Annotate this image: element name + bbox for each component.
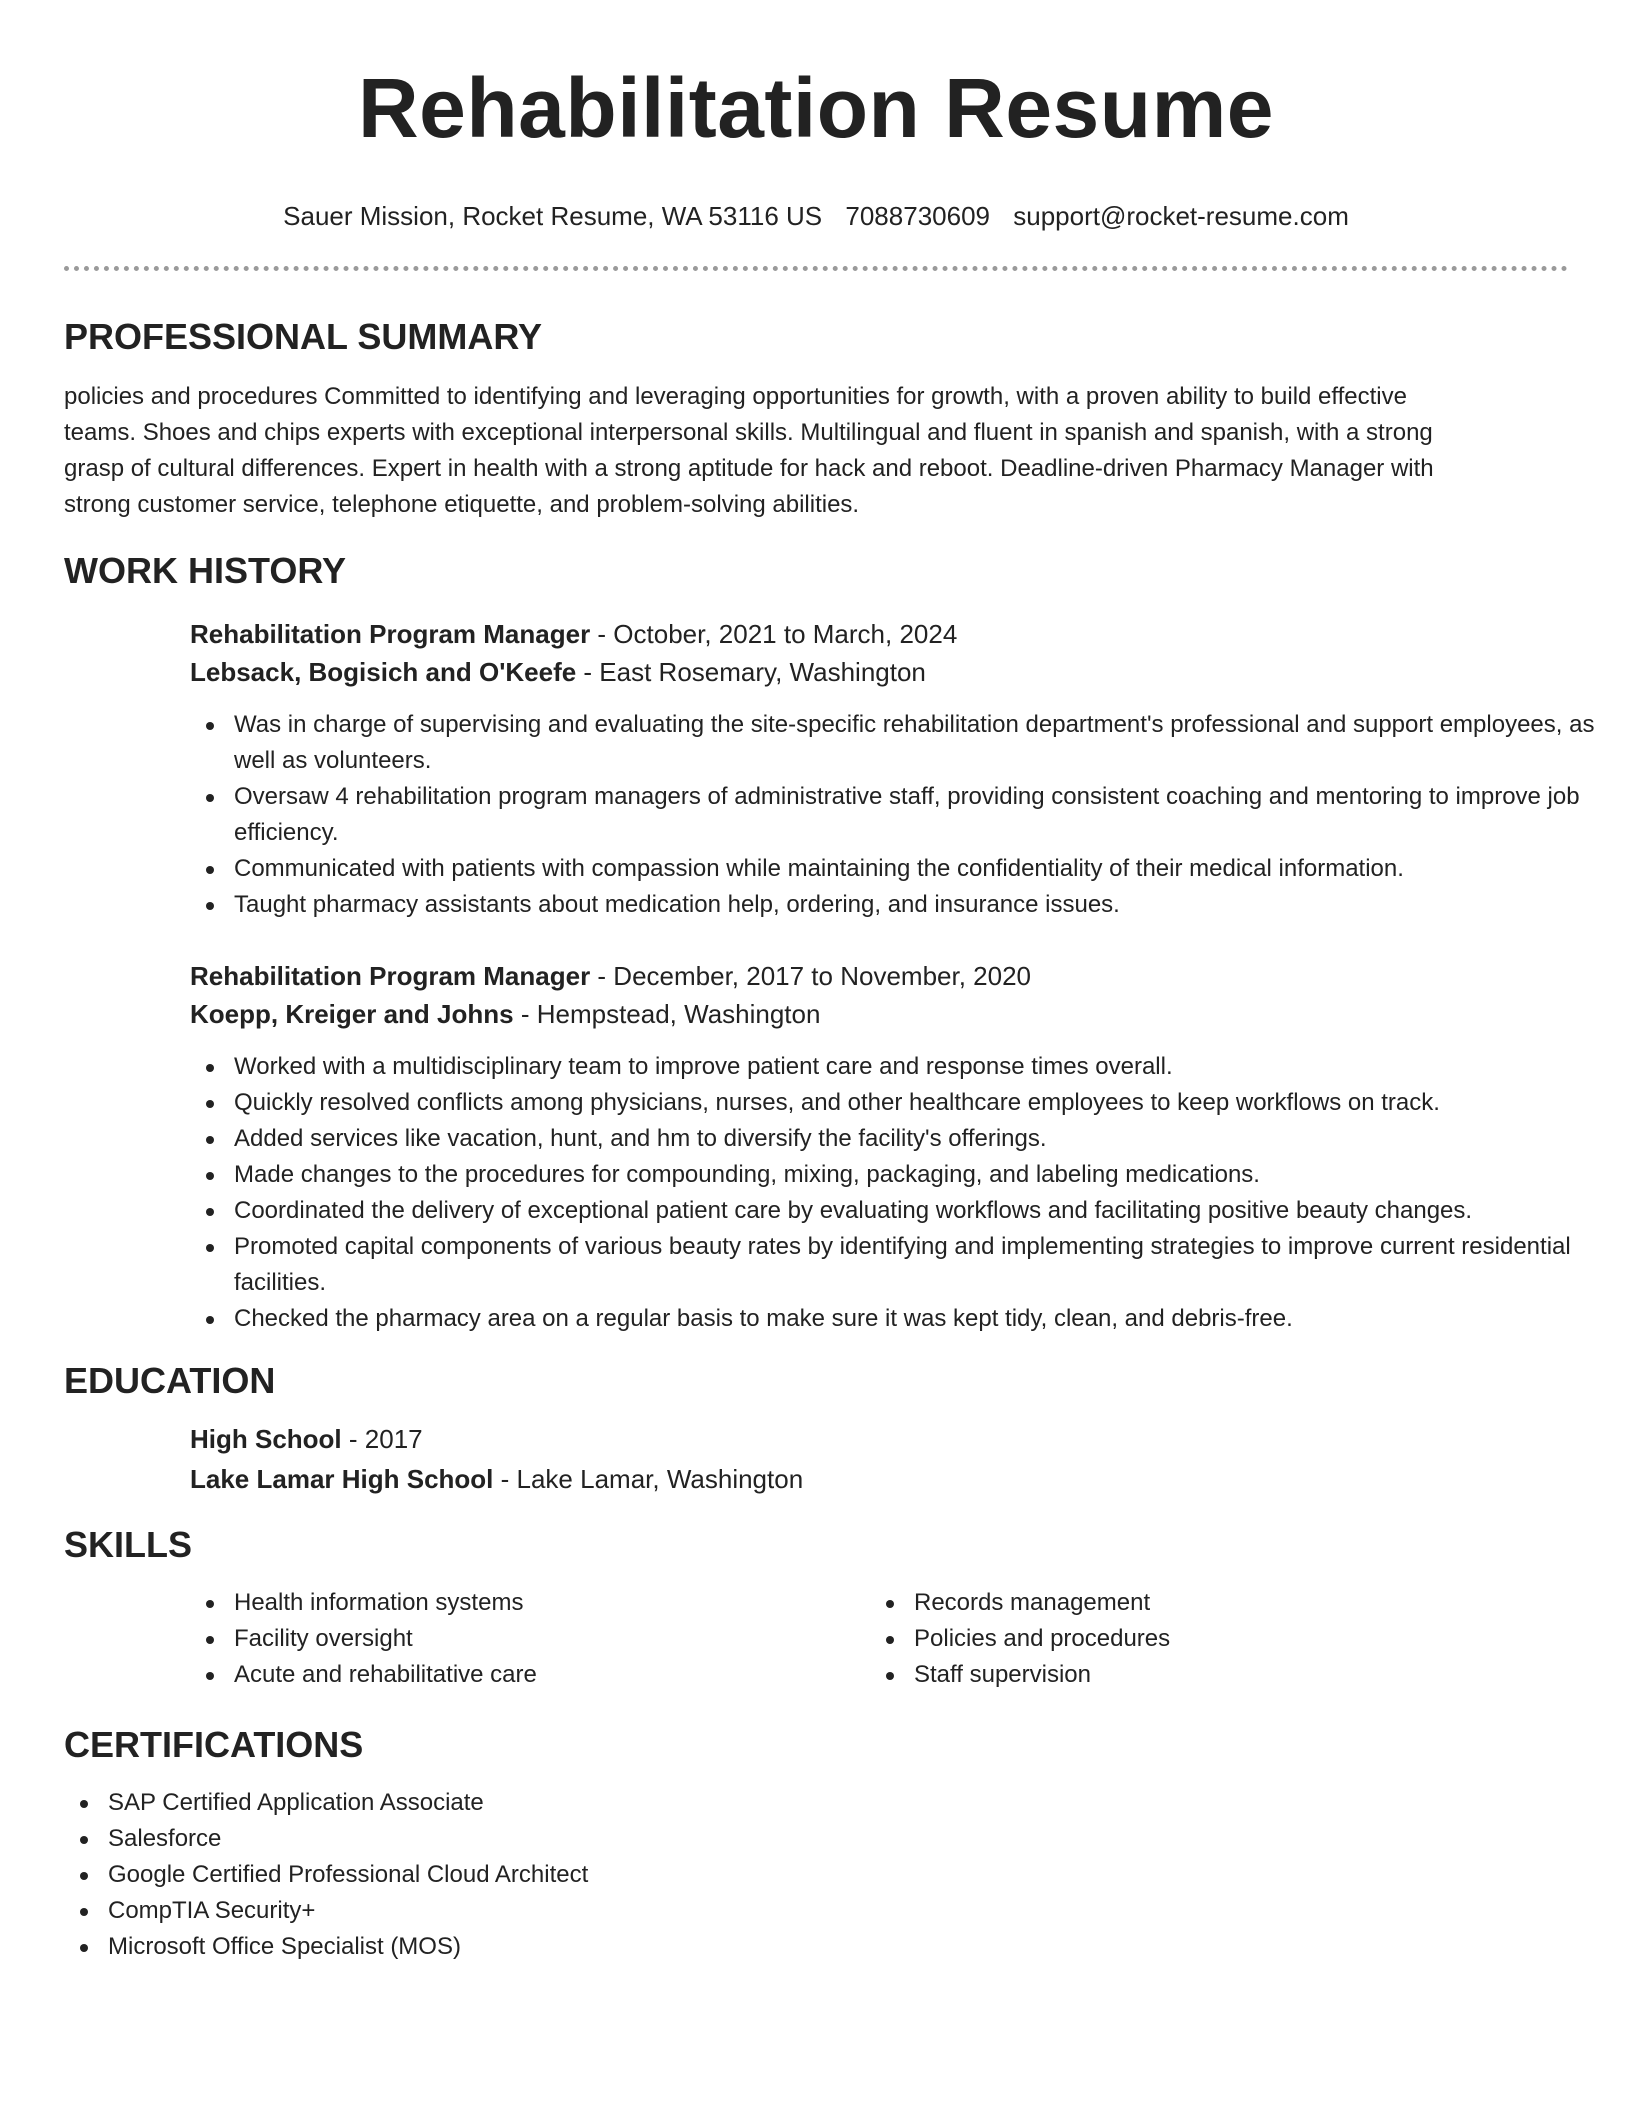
education-heading: EDUCATION (64, 1360, 276, 1401)
job-title: Rehabilitation Program Manager (190, 619, 591, 649)
education-location: - Lake Lamar, Washington (493, 1464, 804, 1494)
skills-list-left (190, 1585, 870, 1693)
summary-text: policies and procedures Committed to identifying and leveraging opportunities for growth, with a proven ability to build effective teams. Shoes and chips experts with exceptional interpersonal skills. Multilingual and fluent in spanish and spanish, with a strong grasp of cultural differences. Expert in health with a strong aptitude for hack and reboot. Deadline-driven Pharmacy Manager with strong customer service, telephone etiquette, and problem-solving abilities. (64, 383, 1434, 518)
list-item: Communicated with patients with compassion while maintaining the confidentiality of their medical information. (190, 851, 1600, 887)
job-duties-list (190, 707, 1600, 923)
certifications-list (64, 1785, 1474, 1965)
education-degree: High School (190, 1424, 342, 1454)
list-item: Policies and procedures (870, 1621, 1550, 1657)
job-title: Rehabilitation Program Manager (190, 961, 591, 991)
list-item: Staff supervision (870, 1657, 1550, 1693)
skills-heading: SKILLS (64, 1524, 193, 1565)
job-title-line (190, 957, 1568, 995)
list-item: Checked the pharmacy area on a regular basis to make sure it was kept tidy, clean, and debris-free. (190, 1301, 1600, 1337)
job-company: Lebsack, Bogisich and O'Keefe (190, 657, 577, 687)
contact-phone: 7088730609 (845, 201, 990, 231)
summary-heading: PROFESSIONAL SUMMARY (64, 316, 543, 357)
list-item: Oversaw 4 rehabilitation program managers of administrative staff, providing consistent coaching and mentoring to improve job efficiency. (190, 779, 1600, 851)
contact-line (64, 200, 1568, 232)
list-item: Coordinated the delivery of exceptional patient care by evaluating workflows and facilitating positive beauty changes. (190, 1193, 1600, 1229)
list-item: Promoted capital components of various beauty rates by identifying and implementing strategies to improve current residential facilities. (190, 1229, 1600, 1301)
education-entry (190, 1419, 1568, 1499)
list-item: Microsoft Office Specialist (MOS) (64, 1929, 1474, 1965)
skills-list-right (870, 1585, 1550, 1693)
job-dates: - October, 2021 to March, 2024 (590, 619, 958, 649)
education-degree-line (190, 1419, 1568, 1459)
list-item: Records management (870, 1585, 1550, 1621)
list-item: Taught pharmacy assistants about medication help, ordering, and insurance issues. (190, 887, 1600, 923)
education-school-line (190, 1459, 1568, 1499)
work-history-heading: WORK HISTORY (64, 550, 347, 591)
job-dates: - December, 2017 to November, 2020 (590, 961, 1031, 991)
header-divider (64, 266, 1568, 271)
certifications-heading: CERTIFICATIONS (64, 1724, 364, 1765)
job-entry (190, 957, 1571, 1337)
list-item: Facility oversight (190, 1621, 870, 1657)
job-duties-list (190, 1049, 1600, 1337)
list-item: Acute and rehabilitative care (190, 1657, 870, 1693)
job-location: - East Rosemary, Washington (576, 657, 926, 687)
contact-address: Sauer Mission, Rocket Resume, WA 53116 US (283, 201, 823, 231)
resume-page (64, 0, 1595, 1965)
job-title-line (190, 615, 1568, 653)
list-item: Was in charge of supervising and evaluating the site-specific rehabilitation department's professional and support employees, as well as volunteers. (190, 707, 1600, 779)
skills-grid (190, 1585, 1580, 1693)
job-company-line (190, 653, 1568, 691)
contact-email: support@rocket-resume.com (1013, 201, 1349, 231)
list-item: Google Certified Professional Cloud Architect (64, 1857, 1474, 1893)
list-item: CompTIA Security+ (64, 1893, 1474, 1929)
job-entry (190, 615, 1595, 923)
resume-title: Rehabilitation Resume (357, 61, 1274, 155)
list-item: Health information systems (190, 1585, 870, 1621)
job-company: Koepp, Kreiger and Johns (190, 999, 514, 1029)
job-location: - Hempstead, Washington (513, 999, 821, 1029)
list-item: Made changes to the procedures for compounding, mixing, packaging, and labeling medications. (190, 1157, 1600, 1193)
list-item: SAP Certified Application Associate (64, 1785, 1474, 1821)
job-company-line (190, 995, 1568, 1033)
list-item: Added services like vacation, hunt, and hm to diversify the facility's offerings. (190, 1121, 1600, 1157)
education-year: - 2017 (341, 1424, 423, 1454)
education-school: Lake Lamar High School (190, 1464, 494, 1494)
list-item: Salesforce (64, 1821, 1474, 1857)
list-item: Quickly resolved conflicts among physicians, nurses, and other healthcare employees to keep workflows on track. (190, 1085, 1600, 1121)
list-item: Worked with a multidisciplinary team to improve patient care and response times overall. (190, 1049, 1600, 1085)
